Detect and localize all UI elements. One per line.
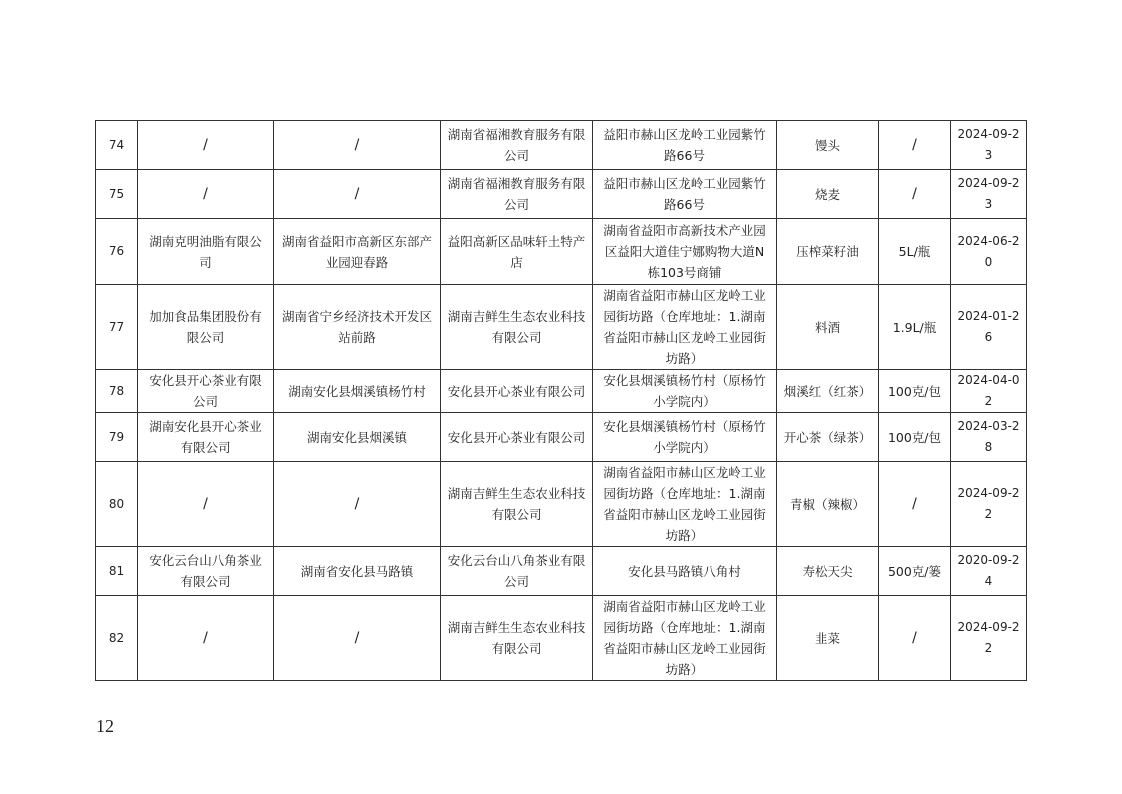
table-row	[96, 170, 1027, 219]
seller-address-cell: 益阳市赫山区龙岭工业园紫竹路66号	[593, 170, 777, 219]
date-cell: 2024-09-22	[951, 462, 1027, 547]
producer-address-cell: 湖南省安化县马路镇	[274, 547, 441, 596]
spec-cell: 100克/包	[879, 370, 951, 413]
seller-name-cell: 湖南吉鲜生生态农业科技有限公司	[441, 462, 593, 547]
seller-address-cell: 益阳市赫山区龙岭工业园紫竹路66号	[593, 121, 777, 170]
seller-name-cell: 湖南省福湘教育服务有限公司	[441, 170, 593, 219]
spec-cell: 500克/篓	[879, 547, 951, 596]
seller-address-cell: 安化县烟溪镇杨竹村（原杨竹小学院内）	[593, 413, 777, 462]
product-name-cell: 馒头	[777, 121, 879, 170]
seller-name-cell: 湖南省福湘教育服务有限公司	[441, 121, 593, 170]
producer-address-cell: 湖南安化县烟溪镇杨竹村	[274, 370, 441, 413]
spec-cell: /	[879, 170, 951, 219]
spec-cell: /	[879, 121, 951, 170]
row-number-cell: 82	[96, 596, 138, 681]
date-cell: 2024-09-22	[951, 596, 1027, 681]
date-cell: 2024-09-23	[951, 121, 1027, 170]
table-row	[96, 370, 1027, 413]
product-name-cell: 料酒	[777, 285, 879, 370]
seller-address-cell: 湖南省益阳市赫山区龙岭工业园街坊路（仓库地址：1.湖南省益阳市赫山区龙岭工业园街坊路）	[593, 596, 777, 681]
product-name-cell: 烟溪红（红茶）	[777, 370, 879, 413]
producer-address-cell: /	[274, 121, 441, 170]
table-row	[96, 285, 1027, 370]
row-number-cell: 80	[96, 462, 138, 547]
row-number-cell: 74	[96, 121, 138, 170]
producer-name-cell: 湖南安化县开心茶业有限公司	[138, 413, 274, 462]
product-name-cell: 烧麦	[777, 170, 879, 219]
producer-name-cell: 加加食品集团股份有限公司	[138, 285, 274, 370]
row-number-cell: 77	[96, 285, 138, 370]
spec-cell: 5L/瓶	[879, 219, 951, 285]
date-cell: 2024-04-02	[951, 370, 1027, 413]
row-number-cell: 76	[96, 219, 138, 285]
product-name-cell: 韭菜	[777, 596, 879, 681]
seller-name-cell: 湖南吉鲜生生态农业科技有限公司	[441, 285, 593, 370]
seller-name-cell: 安化县开心茶业有限公司	[441, 413, 593, 462]
product-name-cell: 开心茶（绿茶）	[777, 413, 879, 462]
seller-address-cell: 湖南省益阳市赫山区龙岭工业园街坊路（仓库地址：1.湖南省益阳市赫山区龙岭工业园街坊路）	[593, 462, 777, 547]
row-number-cell: 79	[96, 413, 138, 462]
producer-address-cell: /	[274, 170, 441, 219]
table-row	[96, 547, 1027, 596]
producer-name-cell: /	[138, 121, 274, 170]
producer-address-cell: /	[274, 596, 441, 681]
spec-cell: /	[879, 596, 951, 681]
date-cell: 2024-09-23	[951, 170, 1027, 219]
producer-address-cell: /	[274, 462, 441, 547]
table-row	[96, 596, 1027, 681]
seller-address-cell: 安化县烟溪镇杨竹村（原杨竹小学院内）	[593, 370, 777, 413]
producer-address-cell: 湖南省宁乡经济技术开发区站前路	[274, 285, 441, 370]
table-row	[96, 121, 1027, 170]
table-row	[96, 462, 1027, 547]
seller-address-cell: 安化县马路镇八角村	[593, 547, 777, 596]
date-cell: 2024-06-20	[951, 219, 1027, 285]
seller-name-cell: 安化县开心茶业有限公司	[441, 370, 593, 413]
row-number-cell: 81	[96, 547, 138, 596]
product-name-cell: 压榨菜籽油	[777, 219, 879, 285]
seller-name-cell: 湖南吉鲜生生态农业科技有限公司	[441, 596, 593, 681]
date-cell: 2024-01-26	[951, 285, 1027, 370]
producer-name-cell: 安化县开心茶业有限公司	[138, 370, 274, 413]
producer-address-cell: 湖南安化县烟溪镇	[274, 413, 441, 462]
producer-name-cell: 安化云台山八角茶业有限公司	[138, 547, 274, 596]
seller-address-cell: 湖南省益阳市高新技术产业园区益阳大道佳宁娜购物大道N栋103号商铺	[593, 219, 777, 285]
spec-cell: 1.9L/瓶	[879, 285, 951, 370]
seller-name-cell: 安化云台山八角茶业有限公司	[441, 547, 593, 596]
producer-name-cell: /	[138, 462, 274, 547]
row-number-cell: 75	[96, 170, 138, 219]
date-cell: 2024-03-28	[951, 413, 1027, 462]
seller-name-cell: 益阳高新区品味轩土特产店	[441, 219, 593, 285]
producer-name-cell: /	[138, 170, 274, 219]
producer-name-cell: 湖南克明油脂有限公司	[138, 219, 274, 285]
producer-name-cell: /	[138, 596, 274, 681]
spec-cell: 100克/包	[879, 413, 951, 462]
product-name-cell: 寿松天尖	[777, 547, 879, 596]
table-row	[96, 219, 1027, 285]
page-number: 12	[96, 716, 114, 736]
table-row	[96, 413, 1027, 462]
spec-cell: /	[879, 462, 951, 547]
inspection-table	[95, 120, 1027, 681]
product-name-cell: 青椒（辣椒）	[777, 462, 879, 547]
producer-address-cell: 湖南省益阳市高新区东部产业园迎春路	[274, 219, 441, 285]
date-cell: 2020-09-24	[951, 547, 1027, 596]
seller-address-cell: 湖南省益阳市赫山区龙岭工业园街坊路（仓库地址：1.湖南省益阳市赫山区龙岭工业园街坊路）	[593, 285, 777, 370]
row-number-cell: 78	[96, 370, 138, 413]
